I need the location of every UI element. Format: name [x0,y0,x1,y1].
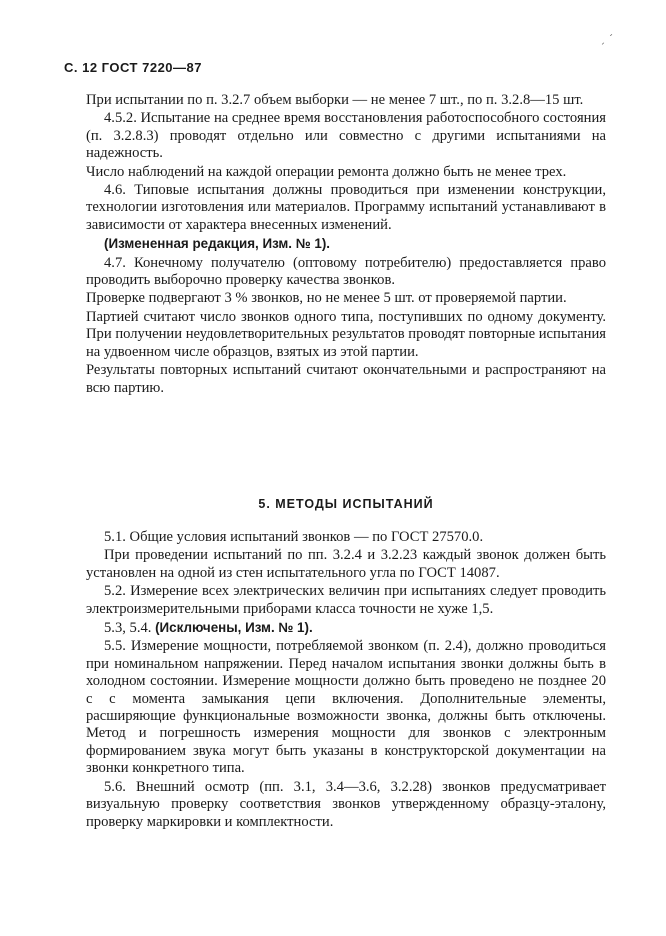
paragraph: Результаты повторных испытаний считают окончательными и распространяют на всю партию. [86,362,606,396]
section-title: 5. МЕТОДЫ ИСПЫТАНИЙ [258,497,434,511]
paragraph: 5.1. Общие условия испытаний звонков — по ГОСТ 27570.0. [104,529,484,545]
paragraph: 5.5. Измерение мощности, потребляемой звонком (п. 2.4), должно проводиться при номинальном напряжении. Перед началом испытания звонки должны быть в холодном состоянии. Измерение мощности должно быть проведено не позднее 20 с с момента замыкания цепи включения. Дополнительные элементы, расширяющие функциональные возможности звонка, должны быть отключены. Метод и погрешность измерения мощности для звонков с электронным формированием звука могут быть указаны в конструкторской документации на звонки конкретного типа. [86,638,606,777]
paragraph-group-4 [86,638,606,830]
paragraph-group-1 [86,92,606,234]
paragraph: 4.7. Конечному получателю (оптовому потребителю) предоставляется право проводить выборочно проверку качества звонков. [86,254,606,289]
paragraph: Партией считают число звонков одного типа, поступивших по одному документу. При получении неудовлетворительных результатов проводят повторные испытания на удвоенном числе образцов, взятых из этой партии. [86,308,606,360]
page-header: С. 12 ГОСТ 7220—87 [64,60,202,75]
amendment-note-1: (Измененная редакция, Изм. № 1). [104,236,331,252]
paragraph: 4.6. Типовые испытания должны проводиться при изменении конструкции, технологии изготовления или материалов. Программу испытаний устанавливают в зависимости от характера внесенных изменений. [86,182,606,233]
text-block-1 [86,92,606,398]
text-block-2 [86,529,606,832]
paragraph: 5.6. Внешний осмотр (пп. 3.1, 3.4—3.6, 3.2.28) звонков предусматривает визуальную проверку соответствия звонков утвержденному образцу-эталону, проверку маркировки и комплектности. [86,778,606,830]
paragraph-group-2 [86,255,606,397]
paragraph: Проверке подвергают 3 % звонков, но не менее 5 шт. от проверяемой партии. [86,290,567,307]
paragraph: При испытании по п. 3.2.7 объем выборки — не менее 7 шт., по п. 3.2.8—15 шт. [86,92,584,108]
paragraph: Число наблюдений на каждой операции ремонта должно быть не менее трех. [86,163,567,180]
amendment-note-2: 5.3, 5.4. (Исключены, Изм. № 1). [104,620,313,637]
paragraph: 5.2. Измерение всех электрических величин при испытаниях следует проводить электроизмерительными приборами класса точности не хуже 1,5. [86,583,606,617]
paragraph-group-3 [86,529,606,618]
paragraph: 4.5.2. Испытание на среднее время восстановления работоспособного состояния (п. 3.2.8.3) проводят отдельно или совместно с другими испытаниями на надежность. [86,110,606,162]
paragraph: При проведении испытаний по пп. 3.2.4 и 3.2.23 каждый звонок должен быть установлен на одной из стен испытательного угла по ГОСТ 14087. [86,547,606,581]
scan-mark: ˏ ´ [600,34,614,45]
